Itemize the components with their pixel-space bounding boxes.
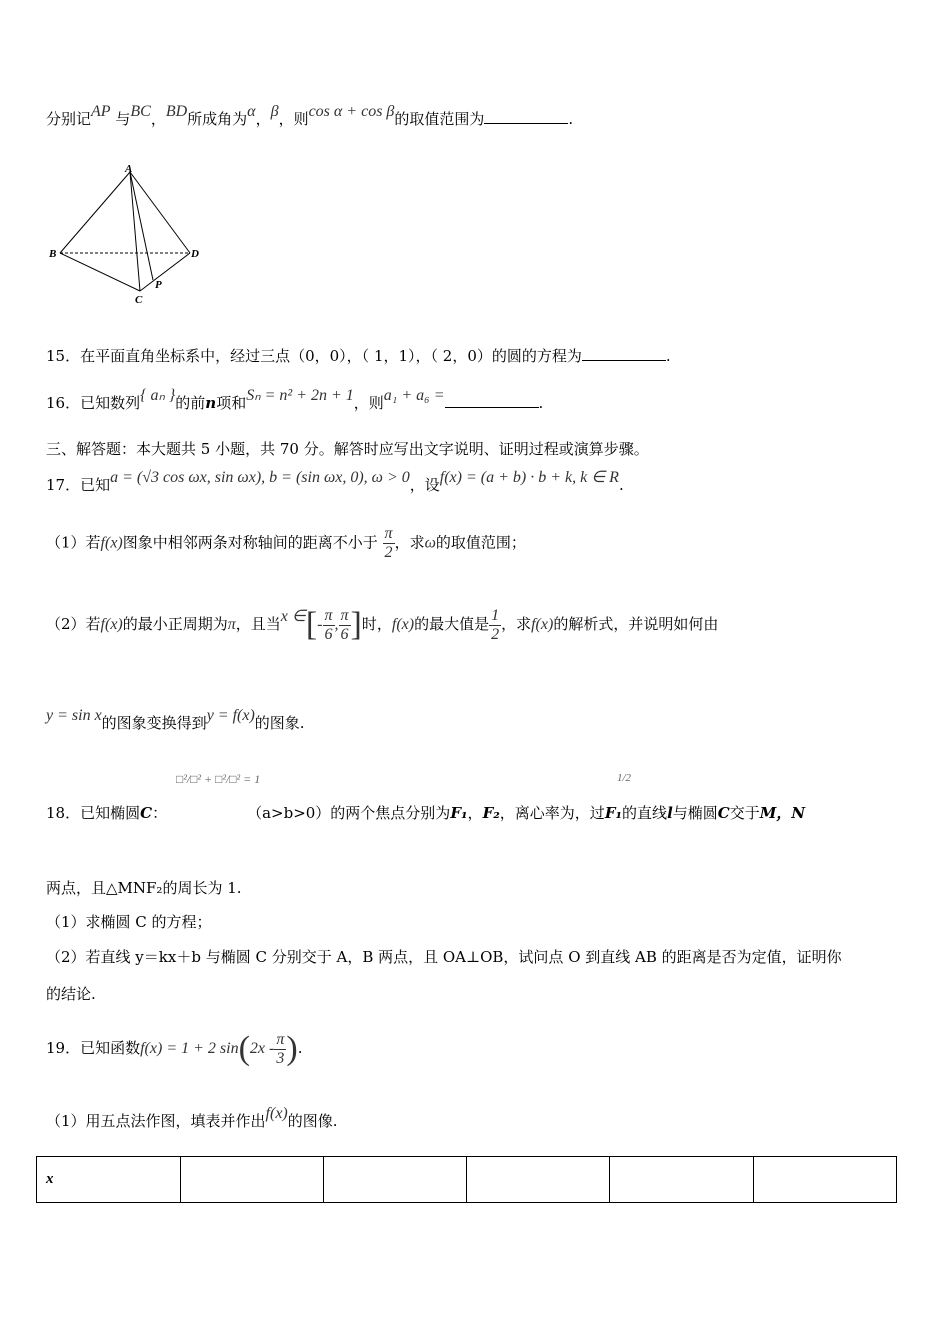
table-cell [467, 1157, 610, 1203]
frac-den: 2 [384, 544, 393, 561]
math-x-in: x ∈ [280, 608, 306, 625]
math-f: f(x) [100, 534, 123, 552]
question-number: 18． [46, 804, 81, 822]
text: 已知数列 [80, 394, 141, 412]
text: ，且当 [235, 615, 281, 633]
answer-blank [445, 407, 539, 408]
var-l: l [667, 804, 673, 822]
q18-part1: （1）求椭圆 C 的方程； [46, 913, 212, 931]
frac-num: π [384, 525, 393, 542]
frac-num: 1 [491, 606, 500, 624]
q17-part2 [46, 606, 718, 644]
label-b: B [49, 248, 57, 260]
section-heading: 三、解答题：本大题共 5 小题，共 70 分。解答时应写出文字说明、证明过程或演算步骤。 [46, 440, 649, 458]
math-seq: { aₙ } [140, 387, 176, 404]
math-vectors: a = (√3 cos ωx, sin ωx), b = (sin ωx, 0), ω > 0 [110, 469, 410, 486]
text: 分别记 [46, 110, 92, 128]
text: （2）若 [46, 615, 101, 633]
q19-part1 [46, 1105, 338, 1131]
fraction-pi-2 [383, 525, 395, 562]
frac-den: 2 [491, 625, 500, 643]
table-cell [180, 1157, 323, 1203]
text: ： [152, 804, 168, 822]
question-number: 15． [46, 347, 81, 365]
math-f: f(x) [391, 616, 415, 633]
q17-line [46, 469, 624, 495]
fraction-pi-6-left [323, 607, 335, 644]
text: 已知椭圆 [80, 804, 141, 822]
q17-part1 [46, 525, 526, 562]
q18-part2: （2）若直线 y＝kx＋b 与椭圆 C 分别交于 A，B 两点，且 OA⊥OB，试问点 O 到直线 AB 的距离是否为定值，证明你 [46, 948, 842, 966]
math-y-sin: y = sin x [46, 707, 102, 724]
text: . [568, 110, 574, 128]
edge-bc [60, 253, 140, 291]
answer-blank [484, 123, 568, 124]
fraction-pi-6-right [339, 607, 351, 644]
math-comma: , [334, 616, 339, 633]
label-c: C [135, 294, 143, 306]
text: 与 [115, 110, 131, 128]
table-header-x: x [37, 1157, 181, 1203]
eccentricity-image: 1/2 [617, 772, 632, 784]
q17-part2-cont [46, 707, 305, 733]
var-c: C [140, 804, 153, 822]
text: （a>b>0）的两个焦点分别为 [247, 804, 451, 822]
frac-den: 6 [324, 625, 333, 643]
text: 与椭圆 [672, 804, 718, 822]
math-omega: ω [424, 534, 436, 552]
text: 的图象变换得到 [101, 714, 207, 732]
text: . [665, 347, 671, 365]
question-number: 19． [46, 1039, 81, 1057]
text: 的前 [175, 394, 206, 412]
label-a: A [125, 163, 133, 175]
bracket-right: ] [350, 606, 362, 643]
frac-num: π [276, 1030, 285, 1048]
text: 项和 [216, 394, 247, 412]
edge-cd [140, 253, 190, 291]
text: 的图像. [287, 1112, 338, 1130]
q15-line [46, 345, 671, 366]
paren-left: ( [238, 1030, 250, 1067]
text: 交于 [729, 804, 760, 822]
text: 已知 [80, 476, 111, 494]
math-alpha: α [247, 103, 256, 120]
q18-line2: 两点，且△MNF₂的周长为 1. [46, 879, 242, 897]
q19-line [46, 1030, 302, 1068]
text: ，则 [278, 110, 309, 128]
edge-ac [130, 172, 140, 291]
q18-line: 18．已知椭圆C： （a>b>0）的两个焦点分别为F₁，F₂，离心率为，过F₁的直线l与椭圆C交于M，N [46, 804, 806, 822]
math-f: f(x) [265, 1105, 288, 1122]
five-point-table [36, 1156, 897, 1203]
question-text: 在平面直角坐标系中，经过三点（0，0），（ 1，1），（ 2，0）的圆的方程为 [80, 347, 582, 365]
ellipse-equation-image: □²/□² + □²/□² = 1 [176, 772, 261, 786]
math-beta: β [270, 103, 279, 120]
fraction-pi-3 [274, 1031, 286, 1068]
math-minus: - [317, 616, 323, 633]
math-ap: AP [91, 103, 111, 120]
text: 的直线 [622, 804, 668, 822]
text: 已知函数 [80, 1039, 141, 1057]
text: 的最大值是 [414, 615, 490, 633]
math-function: f(x) = (a + b) · b + k, k ∈ R [439, 469, 619, 486]
text: . [538, 394, 544, 412]
var-n: n [205, 394, 217, 412]
frac-num: π [324, 606, 333, 624]
fraction-1-2 [489, 607, 501, 644]
math-bd: BD [165, 103, 188, 120]
label-d: D [191, 248, 199, 260]
table-cell [610, 1157, 753, 1203]
text: ， [150, 110, 166, 128]
math-function: f(x) = 1 + 2 sin [140, 1040, 239, 1057]
text: （1）用五点法作图，填表并作出 [46, 1112, 266, 1130]
var-mn: M，N [759, 804, 806, 822]
table-cell [753, 1157, 896, 1203]
math-sum: a₁ + a₆ = [383, 387, 445, 404]
question-number: 17． [46, 476, 81, 494]
table-row [37, 1157, 897, 1203]
frac-den: 6 [340, 625, 349, 643]
text: 的最小正周期为 [122, 615, 228, 633]
text: 的取值范围； [435, 533, 526, 552]
q16-line [46, 387, 544, 413]
q18-part2-cont: 的结论. [46, 985, 96, 1003]
pyramid-figure [44, 162, 214, 310]
var-f2: F₂ [482, 804, 500, 822]
math-cos-sum: cos α + cos β [308, 103, 395, 120]
text: 的图象. [254, 714, 305, 732]
math-f: f(x) [531, 616, 554, 633]
text: . [297, 1039, 303, 1057]
text: 时， [361, 615, 392, 633]
text: 的解析式，并说明如何由 [553, 615, 719, 633]
text: ，离心率为，过 [499, 804, 605, 822]
var-c: C [717, 804, 730, 822]
text: ，设 [409, 476, 440, 494]
text: 所成角为 [187, 110, 248, 128]
question-number: 16． [46, 394, 81, 412]
math-pi: π [227, 616, 236, 633]
text: ，求 [501, 615, 532, 633]
paren-right: ) [286, 1030, 298, 1067]
text: ，则 [353, 394, 384, 412]
bracket-left: [ [305, 606, 318, 643]
text: . [618, 476, 624, 494]
answer-blank [582, 360, 666, 361]
text: 图象中相邻两条对称轴间的距离不小于 [122, 533, 378, 552]
math-sn: Sₙ = n² + 2n + 1 [246, 387, 354, 404]
math-y-f: y = f(x) [206, 707, 255, 724]
var-f1: F₁ [604, 804, 623, 822]
math-f: f(x) [100, 616, 123, 633]
var-f1: F₁ [450, 804, 468, 822]
text: ， [255, 110, 271, 128]
frac-num: π [340, 606, 349, 624]
label-p: P [155, 279, 162, 291]
frac-den: 3 [276, 1049, 285, 1067]
math-bc: BC [130, 103, 151, 120]
text: （1）若 [46, 533, 101, 552]
math-arg: 2x - [249, 1040, 275, 1057]
table-cell [323, 1157, 466, 1203]
text: ，求 [394, 533, 425, 552]
edge-ab [60, 172, 130, 253]
text: 的取值范围为 [394, 110, 485, 128]
q14-line [46, 103, 574, 129]
